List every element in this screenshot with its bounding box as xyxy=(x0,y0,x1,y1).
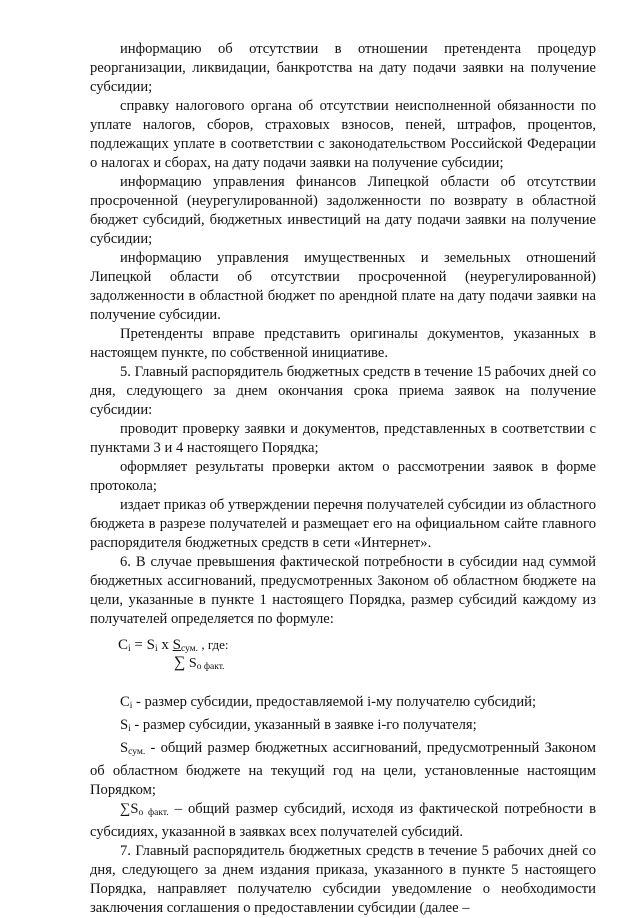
formula-denominator xyxy=(174,653,225,677)
definition xyxy=(90,800,596,842)
def-text: – общий размер субсидий, исходя из фактической потребности в субсидиях, указанной в заявках всех получателей субсидий. xyxy=(90,801,596,840)
formula-c: C xyxy=(118,637,129,653)
paragraph: проводит проверку заявки и документов, представленных в соответствии с пунктами 3 и 4 настоящего Порядка; xyxy=(90,421,596,456)
formula-ssum-sub: сум. xyxy=(180,644,199,654)
subsidy-formula xyxy=(118,635,596,671)
paragraph: информацию об отсутствии в отношении претендента процедур реорганизации, ликвидации, банкротства на дату подачи заявки на получение субсидии; xyxy=(90,41,596,95)
def-text: - общий размер бюджетных ассигнований, предусмотренный Законом об областном бюджете на текущий год на цели, установленные настоящим Порядком; xyxy=(90,740,596,798)
formula-sfact-sub: о факт. xyxy=(196,662,225,672)
paragraph: информацию управления финансов Липецкой области об отсутствии просроченной (неурегулированной) задолженности по возврату в областной бюджет субсидий, бюджетных инвестиций на дату подачи заявки на получение субсидии; xyxy=(90,174,596,247)
document-page xyxy=(90,40,596,918)
def-symbol: S xyxy=(120,717,129,733)
paragraph: оформляет результаты проверки актом о рассмотрении заявок в форме протокола; xyxy=(90,459,596,494)
paragraph: Претенденты вправе представить оригиналы документов, указанных в настоящем пункте, по собственной инициативе. xyxy=(90,326,596,361)
paragraph: справку налогового органа об отсутствии неисполненной обязанности по уплате налогов, сборов, страховых взносов, пеней, штрафов, процентов, подлежащих уплате в соответствии с законодательством Российской Федерации о налогах и сборах, на дату подачи заявки на получение субсидии; xyxy=(90,98,596,171)
formula-c-sub: i xyxy=(128,644,131,654)
formula-s: S xyxy=(146,637,155,653)
formula-s-sub: i xyxy=(154,644,158,654)
sigma-symbol: ∑ xyxy=(174,654,186,671)
formula-sfact: S xyxy=(185,656,197,671)
def-sub: о факт. xyxy=(138,808,169,818)
paragraph: информацию управления имущественных и земельных отношений Липецкой области об отсутствии просроченной (неурегулированной) задолженности в областной бюджет по арендной плате на дату подачи заявки на получение субсидии. xyxy=(90,250,596,323)
def-symbol: S xyxy=(120,740,129,756)
def-symbol: C xyxy=(120,694,130,710)
formula-tail: , где: xyxy=(198,637,229,652)
paragraph: 6. В случае превышения фактической потребности в субсидии над суммой бюджетных ассигнований, предусмотренных Законом об областном бюджете на цели, указанные в пункте 1 настоящего Порядка, размер субсидий каждому из получателей определяется по формуле: xyxy=(90,554,596,627)
def-sub: i xyxy=(129,701,133,711)
def-text: - размер субсидии, предоставляемой i-му получателю субсидий; xyxy=(132,694,537,710)
definition xyxy=(90,739,596,800)
def-text: - размер субсидии, указанный в заявке i-го получателя; xyxy=(130,717,477,733)
def-sub: сум. xyxy=(128,747,146,757)
paragraph: 5. Главный распорядитель бюджетных средств в течение 15 рабочих дней со дня, следующего за днем окончания срока приема заявок на получение субсидии: xyxy=(90,364,596,418)
definition xyxy=(90,693,596,716)
formula-times: x xyxy=(157,637,173,653)
paragraph: издает приказ об утверждении перечня получателей субсидии из областного бюджета в разрезе получателей и размещает его на официальном сайте главного распорядителя бюджетных средств в сети «Интернет». xyxy=(90,497,596,551)
formula-eq: = xyxy=(130,637,147,653)
formula-ssum xyxy=(173,637,198,653)
formula-ssum-sym: S xyxy=(172,637,181,653)
def-sub: i xyxy=(128,724,131,734)
definition xyxy=(90,716,596,739)
def-symbol: ∑S xyxy=(120,801,139,817)
paragraph: 7. Главный распорядитель бюджетных средств в течение 5 рабочих дней со дня, следующего за днем издания приказа, указанного в пункте 5 настоящего Порядка, направляет получателю субсидии уведомление о необходимости заключения соглашения о предоставлении субсидии (далее – xyxy=(90,843,596,916)
